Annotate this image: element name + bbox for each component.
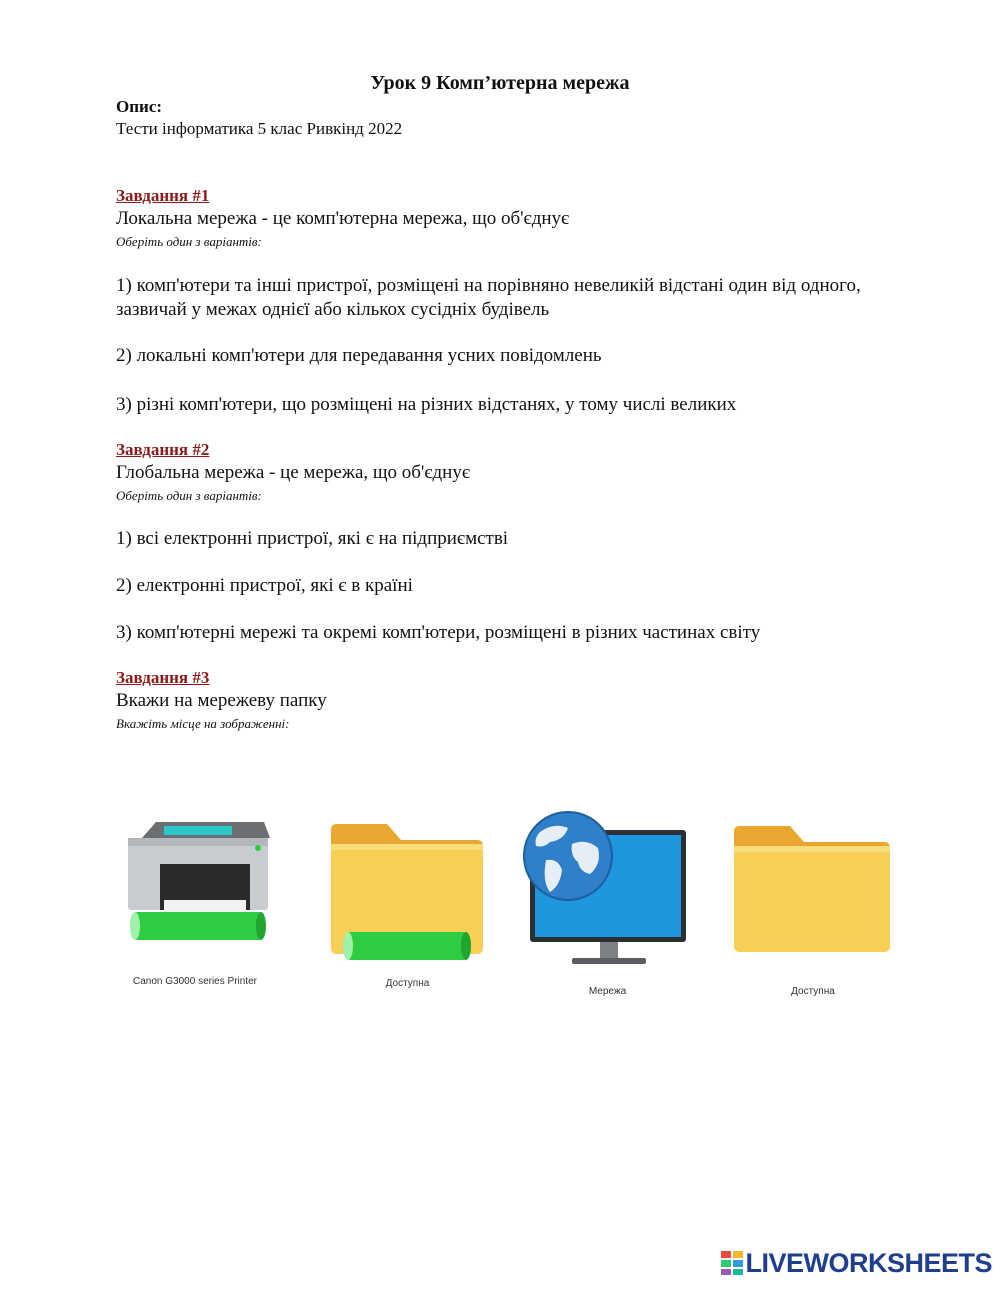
task-2-label: Завдання #2 [116, 440, 210, 459]
printer-item[interactable] [120, 800, 270, 1000]
task-2-hint: Оберіть один з варіантів: [116, 488, 262, 503]
task-2-option-1[interactable]: 1) всі електронні пристрої, які є на підприємстві [116, 528, 509, 549]
network-item[interactable] [520, 808, 695, 1008]
task-2-question: Глобальна мережа - це мережа, що об'єднує [116, 462, 470, 483]
task-1-label: Завдання #1 [116, 186, 210, 205]
folder-caption: Доступна [791, 986, 835, 997]
task-3-question: Вкажи на мережеву папку [116, 690, 327, 711]
task-2-option-3[interactable]: 3) комп'ютерні мережі та окремі комп'ютери, розміщені в різних частинах світу [116, 622, 761, 643]
task-3-hint: Вкажіть місце на зображенні: [116, 716, 290, 731]
printer-caption: Canon G3000 series Printer [133, 976, 257, 987]
network-icon [520, 808, 695, 978]
task-1-option-3[interactable]: 3) різні комп'ютери, що розміщені на різних відстанях, у тому числі великих [116, 394, 737, 415]
description-label: Опис: [116, 97, 163, 116]
task-1-hint: Оберіть один з варіантів: [116, 234, 262, 249]
printer-icon [120, 800, 270, 970]
brand-text: LIVEWORKSHEETS [745, 1248, 992, 1278]
network-image [120, 800, 900, 1010]
liveworksheets-mark-icon [721, 1251, 743, 1275]
description-text: Тести інформатика 5 клас Ривкінд 2022 [116, 119, 403, 138]
task-3-label: Завдання #3 [116, 668, 210, 687]
task-1-question: Локальна мережа - це комп'ютерна мережа, що об'єднує [116, 208, 570, 229]
liveworksheets-logo [721, 1248, 992, 1279]
shared-folder-icon [325, 800, 490, 970]
shared-folder-item[interactable] [325, 800, 490, 1000]
task-2-option-2[interactable]: 2) електронні пристрої, які є в країні [116, 575, 413, 596]
task-1-option-2[interactable]: 2) локальні комп'ютери для передавання усних повідомлень [116, 345, 602, 366]
page-title: Урок 9 Комп’ютерна мережа [370, 72, 630, 94]
shared-folder-caption: Доступна [385, 978, 430, 989]
task-1-option-1[interactable]: 1) комп'ютери та інші пристрої, розміщені на порівняно невеликій відстані один від одного, зазвичай у межах однієї або кількох сусідніх будівель [116, 275, 861, 320]
folder-item[interactable] [728, 800, 898, 1000]
folder-icon [728, 800, 898, 970]
network-caption: Мережа [588, 986, 627, 997]
